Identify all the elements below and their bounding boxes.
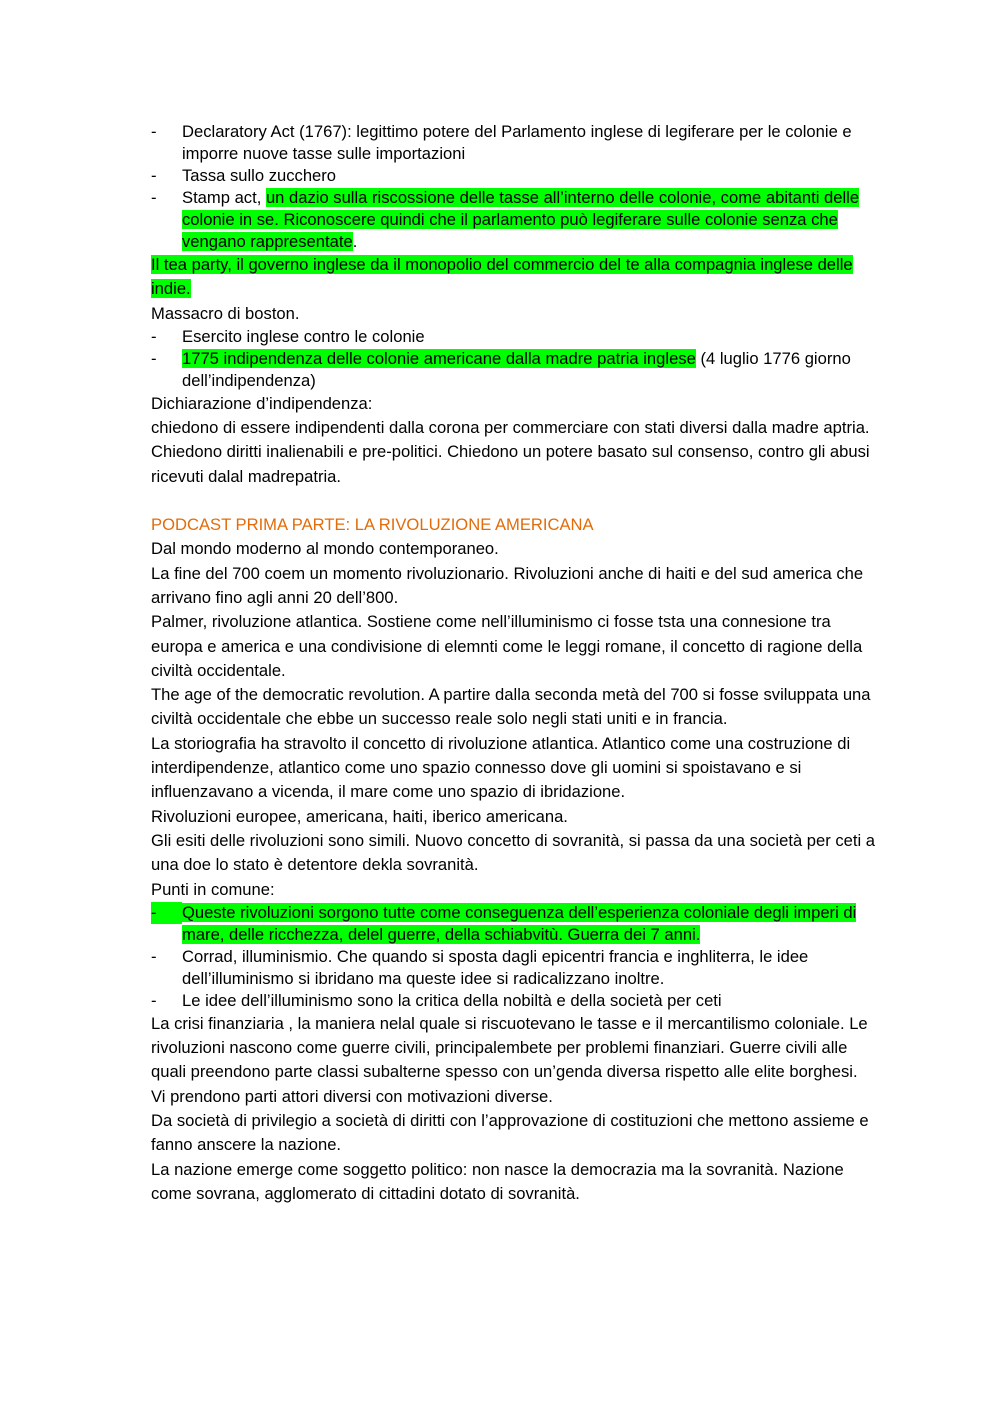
list-item-text: Corrad, illuminismio. Che quando si sposta dagli epicentri francia e inghliterra, le idee dell’illuminismo si ibridano ma queste idee si radicalizzano inoltre.	[182, 946, 809, 988]
list-item-text: Tassa sullo zucchero	[182, 166, 337, 185]
tea-party-paragraph	[151, 253, 881, 302]
list-common-points	[151, 902, 881, 1012]
list-dash: -	[151, 166, 157, 185]
massacro-paragraph: Massacro di boston.	[151, 303, 300, 323]
list-item	[151, 990, 881, 1012]
list-dash: -	[151, 348, 157, 368]
paragraph: Rivoluzioni europee, americana, haiti, iberico americana.	[151, 806, 568, 826]
highlighted-text: Il tea party, il governo inglese da il monopolio del commercio del te alla compagnia inglese delle indie.	[151, 255, 853, 299]
list-dash: -	[151, 902, 182, 924]
list-item	[151, 348, 881, 392]
list-dash: -	[151, 990, 157, 1010]
list-dash: -	[151, 122, 157, 141]
list-item-text: Declaratory Act (1767): legittimo potere del Parlamento inglese di legiferare per le colonie e imporre nuove tasse sulle importazioni	[182, 122, 852, 163]
paragraph: Dal mondo moderno al mondo contemporaneo.	[151, 539, 499, 559]
paragraph: La storiografia ha stravolto il concetto di rivoluzione atlantica. Atlantico come una costruzione di interdipendenze, atlantico come uno spazio connesso dove gli uomini si spoistavano e si influenzavano a vicenda, il mare come uno spazio di ibridazione.	[151, 733, 851, 802]
paragraph: La nazione emerge come soggetto politico: non nasce la democrazia ma la sovranità. Nazione come sovrana, agglomerato di cittadini dotato di sovranità.	[151, 1159, 844, 1203]
list-item	[151, 165, 881, 187]
document-page	[151, 121, 881, 1206]
paragraph: Vi prendono parti attori diversi con motivazioni diverse.	[151, 1086, 553, 1106]
list-taxes	[151, 121, 881, 253]
dichiarazione-body: chiedono di essere indipendenti dalla corona per commerciare con stati diversi dalla madre aptria. Chiedono diritti inalienabili e pre-politici. Chiedono un potere basato sul consenso, contro gli abusi ricevuti dalal madrepatria.	[151, 418, 870, 486]
list-item	[151, 902, 881, 946]
paragraph: Punti in comune:	[151, 879, 275, 899]
list-item	[151, 121, 881, 165]
paragraph: Da società di privilegio a società di diritti con l’approvazione di costituzioni che mettono assieme e fanno anscere la nazione.	[151, 1111, 869, 1155]
highlighted-text: un dazio sulla riscossione delle tasse all’interno delle colonie, come abitanti delle colonie in se. Riconoscere quindi che il parlamento può legiferare sulle colonie senza che vengano rappresentate	[182, 188, 860, 251]
list-item-text: Stamp act,	[182, 188, 266, 207]
list-item-text: Esercito inglese contro le colonie	[182, 326, 425, 346]
list-item	[151, 946, 881, 990]
list-item	[151, 326, 881, 348]
highlighted-text: 1775 indipendenza delle colonie americane dalla madre patria inglese	[182, 348, 696, 368]
paragraph: Gli esiti delle rivoluzioni sono simili. Nuovo concetto di sovranità, si passa da una società per ceti a una doe lo stato è detentore dekla sovranità.	[151, 830, 876, 875]
list-dash: -	[151, 946, 157, 966]
dichiarazione-title: Dichiarazione d’indipendenza:	[151, 393, 373, 413]
list-item-text: (4 luglio 1776 giorno dell’indipendenza)	[182, 348, 851, 390]
highlighted-text: Queste rivoluzioni sorgono tutte come conseguenza dell’esperienza coloniale degli imperi di mare, delle ricchezza, delel guerre, della schiabvitù. Guerra dei 7 anni.	[182, 902, 857, 944]
paragraph: La fine del 700 coem un momento rivoluzionario. Rivoluzioni anche di haiti e del sud america che arrivano fino agli anni 20 dell’800.	[151, 563, 864, 607]
list-item-text: .	[352, 232, 358, 251]
list-dash: -	[151, 188, 157, 207]
list-dash: -	[151, 326, 157, 346]
paragraph: La crisi finanziaria , la maniera nelal quale si riscuotevano le tasse e il mercantilismo coloniale. Le rivoluzioni nascono come guerre civili, principalembete per problemi finanziari. Guerre civili alle quali preendono parte classi subalterne spesso con un’genda diversa rispetto alle elite borghesi.	[151, 1013, 868, 1082]
list-independence	[151, 326, 881, 392]
list-item	[151, 187, 881, 253]
list-item-text: Le idee dell’illuminismo sono la critica della nobiltà e della società per ceti	[182, 990, 722, 1010]
paragraph: The age of the democratic revolution. A partire dalla seconda metà del 700 si fosse sviluppata una civiltà occidentale che ebbe un successo reale solo negli stati uniti e in francia.	[151, 685, 871, 729]
podcast-heading: PODCAST PRIMA PARTE: LA RIVOLUZIONE AMERICANA	[151, 515, 594, 535]
paragraph: Palmer, rivoluzione atlantica. Sostiene come nell’illuminismo ci fosse tsta una connesione tra europa e america e una condivisione di elemnti come le leggi romane, il concetto di ragione della civiltà occidentale.	[151, 612, 863, 680]
